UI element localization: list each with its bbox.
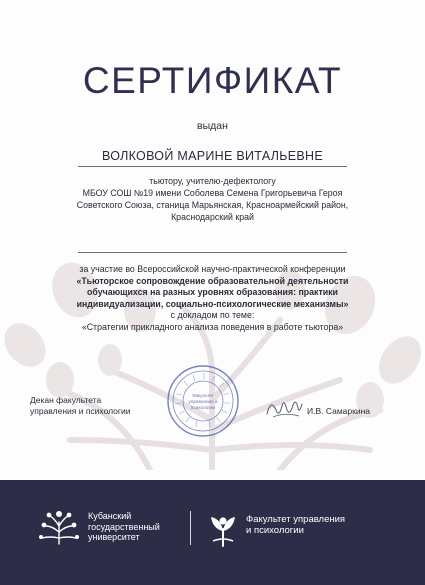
faculty-name <box>246 514 345 536</box>
signatory-role <box>30 395 131 417</box>
participation-text <box>30 264 395 333</box>
conference-title-line: индивидуализации, социально-психологические механизмы» <box>76 298 349 309</box>
conference-title-line: обучающихся на разных уровнях образования: практики <box>87 287 338 297</box>
position-line: Краснодарский край <box>171 212 254 222</box>
stamp-text: Факультет <box>192 393 214 398</box>
position-line: МБОУ СОШ №19 имени Соболева Семена Григорьевича Героя <box>82 188 343 198</box>
recipient-position <box>55 175 370 223</box>
university-name-line: государственный <box>88 521 160 532</box>
certificate-title: СЕРТИФИКАТ <box>82 60 343 101</box>
faculty-name-line: и психологии <box>246 525 304 536</box>
faculty-name-line: Факультет управления <box>246 514 346 525</box>
issued-label: выдан <box>197 120 228 132</box>
stamp-seal <box>166 364 240 438</box>
signature <box>263 392 305 422</box>
recipient-name: ВОЛКОВОЙ МАРИНЕ ВИТАЛЬЕВНЕ <box>102 149 323 163</box>
report-title: «Стратегии прикладного анализа поведения в работе тьютора» <box>81 321 344 332</box>
signatory-name: И.В. Самаркина <box>307 406 371 416</box>
signatory-role-line: Декан факультета <box>30 395 102 405</box>
position-line: Советского Союза, станица Марьянская, Красноармейский район, <box>76 200 349 210</box>
university-name <box>88 511 160 543</box>
conference-title-line: «Тьюторское сопровождение образовательной деятельности <box>76 275 349 286</box>
divider-line <box>78 252 347 253</box>
stamp-text: управления и <box>188 399 218 404</box>
position-line: тьютору, учителю-дефектологу <box>149 176 276 186</box>
signatory-role-line: управления и психологии <box>30 406 131 416</box>
university-name-line: Кубанский <box>88 511 132 521</box>
stamp-text: психологии <box>190 405 216 410</box>
university-logo-icon <box>38 508 80 546</box>
participation-intro: за участие во Всероссийской научно-практической конференции <box>79 264 346 274</box>
footer-band <box>0 480 425 585</box>
faculty-logo-icon <box>207 509 239 547</box>
divider-line <box>78 166 347 167</box>
university-name-line: университет <box>88 532 140 542</box>
footer-divider <box>190 511 191 545</box>
report-intro: с докладом по теме: <box>170 310 255 320</box>
